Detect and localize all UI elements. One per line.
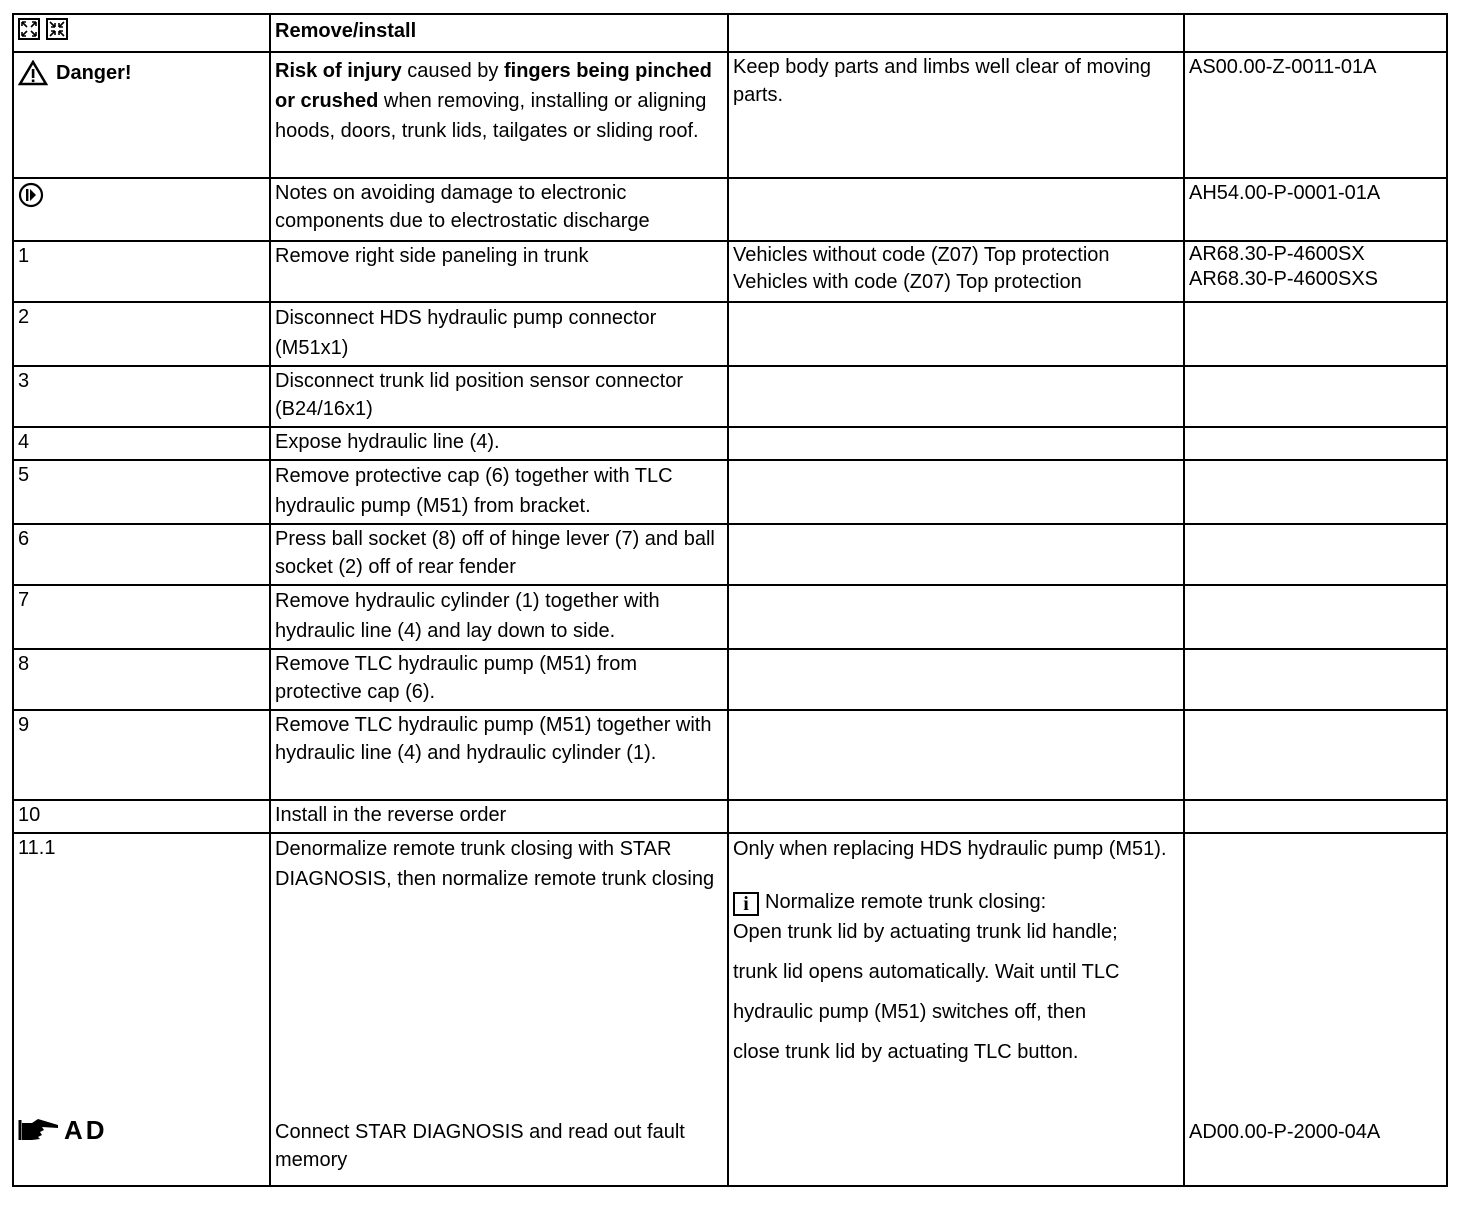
step-number: 2 bbox=[13, 302, 270, 366]
esd-ref-link[interactable]: AH54.00-P-0001-01A bbox=[1184, 178, 1447, 241]
step-note-line: Vehicles without code (Z07) Top protection bbox=[733, 244, 1110, 266]
step-ref bbox=[1184, 241, 1447, 302]
esd-note bbox=[728, 178, 1184, 241]
step-number: 5 bbox=[13, 460, 270, 524]
step-ref bbox=[1184, 710, 1447, 800]
table-row bbox=[13, 302, 1447, 366]
step-number: 7 bbox=[13, 585, 270, 649]
step-ref bbox=[1184, 524, 1447, 585]
step-note bbox=[728, 302, 1184, 366]
danger-cell bbox=[13, 52, 270, 178]
step-note bbox=[728, 800, 1184, 833]
step-note-intro: Only when replacing HDS hydraulic pump (M51). bbox=[733, 838, 1167, 860]
danger-text-bold: Risk of injury bbox=[275, 60, 402, 82]
esd-icon bbox=[18, 182, 44, 208]
header-icons-cell bbox=[13, 14, 270, 52]
step-number: 10 bbox=[13, 800, 270, 833]
step-number: 11.1 bbox=[18, 837, 56, 859]
step-note bbox=[728, 649, 1184, 710]
step-note bbox=[728, 710, 1184, 800]
final-note-cell bbox=[728, 833, 1184, 1186]
warning-triangle-icon bbox=[18, 60, 48, 86]
info-title: Normalize remote trunk closing: bbox=[765, 891, 1047, 913]
esd-text: Notes on avoiding damage to electronic components due to electrostatic discharge bbox=[270, 178, 728, 241]
step-number: 6 bbox=[13, 524, 270, 585]
table-row bbox=[13, 366, 1447, 427]
step-number-cell bbox=[13, 833, 270, 1186]
collapse-icon[interactable] bbox=[46, 18, 68, 40]
ad-label: AD bbox=[64, 1115, 108, 1145]
table-row bbox=[13, 585, 1447, 649]
step-note bbox=[728, 427, 1184, 460]
danger-note: Keep body parts and limbs well clear of moving parts. bbox=[728, 52, 1184, 178]
table-row bbox=[13, 460, 1447, 524]
info-line: close trunk lid by actuating TLC button. bbox=[733, 1041, 1079, 1063]
info-line: Open trunk lid by actuating trunk lid handle; bbox=[733, 921, 1118, 943]
info-icon: i bbox=[733, 892, 759, 916]
pointing-hand-icon bbox=[18, 1117, 60, 1143]
step-ref bbox=[1184, 366, 1447, 427]
info-line: trunk lid opens automatically. Wait until TLC bbox=[733, 961, 1120, 983]
danger-label: Danger! bbox=[56, 62, 132, 84]
step-ref bbox=[1184, 585, 1447, 649]
step-text: Remove protective cap (6) together with TLC hydraulic pump (M51) from bracket. bbox=[270, 460, 728, 524]
danger-text-bold: fingers being pinched or crushed bbox=[275, 60, 712, 112]
danger-row bbox=[13, 52, 1447, 178]
step-note bbox=[728, 524, 1184, 585]
table-title: Remove/install bbox=[270, 14, 728, 52]
step-ref bbox=[1184, 427, 1447, 460]
header-row bbox=[13, 14, 1447, 52]
step-text: Remove TLC hydraulic pump (M51) from protective cap (6). bbox=[270, 649, 728, 710]
step-text: Disconnect HDS hydraulic pump connector (M51x1) bbox=[270, 302, 728, 366]
expand-icon[interactable] bbox=[18, 18, 40, 40]
step-text: Install in the reverse order bbox=[270, 800, 728, 833]
step-text: Expose hydraulic line (4). bbox=[270, 427, 728, 460]
danger-text-rest: when removing, installing or aligning hoods, doors, trunk lids, tailgates or sliding roof. bbox=[275, 90, 707, 142]
step-note-line: Vehicles with code (Z07) Top protection bbox=[733, 271, 1082, 293]
ad-text: Connect STAR DIAGNOSIS and read out fault memory bbox=[275, 1121, 685, 1171]
step-number: 1 bbox=[13, 241, 270, 302]
step-text: Disconnect trunk lid position sensor connector (B24/16x1) bbox=[270, 366, 728, 427]
step-text: Remove hydraulic cylinder (1) together with hydraulic line (4) and lay down to side. bbox=[270, 585, 728, 649]
ad-ref-link[interactable]: AD00.00-P-2000-04A bbox=[1189, 1121, 1381, 1143]
esd-cell bbox=[13, 178, 270, 241]
header-empty-cell bbox=[1184, 14, 1447, 52]
table-row bbox=[13, 524, 1447, 585]
step-number: 3 bbox=[13, 366, 270, 427]
step-note bbox=[728, 585, 1184, 649]
danger-ref-link[interactable]: AS00.00-Z-0011-01A bbox=[1184, 52, 1447, 178]
step-ref-link[interactable]: AR68.30-P-4600SXS bbox=[1189, 268, 1379, 290]
final-ref-cell bbox=[1184, 833, 1447, 1186]
step-ref-link[interactable]: AR68.30-P-4600SX bbox=[1189, 243, 1365, 265]
danger-text bbox=[270, 52, 728, 178]
esd-row bbox=[13, 178, 1447, 241]
step-note bbox=[728, 241, 1184, 302]
step-ref bbox=[1184, 649, 1447, 710]
table-row bbox=[13, 800, 1447, 833]
table-row bbox=[13, 427, 1447, 460]
step-note bbox=[728, 366, 1184, 427]
step-ref bbox=[1184, 302, 1447, 366]
step-ref bbox=[1184, 800, 1447, 833]
step-ref bbox=[1184, 460, 1447, 524]
step-number: 9 bbox=[13, 710, 270, 800]
step-note bbox=[728, 460, 1184, 524]
step-number: 8 bbox=[13, 649, 270, 710]
step-number: 4 bbox=[13, 427, 270, 460]
final-text-cell bbox=[270, 833, 728, 1186]
step-text: Press ball socket (8) off of hinge lever (7) and ball socket (2) off of rear fender bbox=[270, 524, 728, 585]
header-empty-cell bbox=[728, 14, 1184, 52]
table-row bbox=[13, 649, 1447, 710]
step-text: Remove right side paneling in trunk bbox=[270, 241, 728, 302]
final-row bbox=[13, 833, 1447, 1186]
step-text: Remove TLC hydraulic pump (M51) together with hydraulic line (4) and hydraulic cylinder (1). bbox=[270, 710, 728, 800]
danger-text-mid: caused by bbox=[401, 60, 504, 82]
table-row bbox=[13, 710, 1447, 800]
step-text: Denormalize remote trunk closing with STAR DIAGNOSIS, then normalize remote trunk closing bbox=[275, 838, 715, 890]
table-row bbox=[13, 241, 1447, 302]
procedure-table bbox=[12, 13, 1448, 1187]
info-line: hydraulic pump (M51) switches off, then bbox=[733, 1001, 1087, 1023]
